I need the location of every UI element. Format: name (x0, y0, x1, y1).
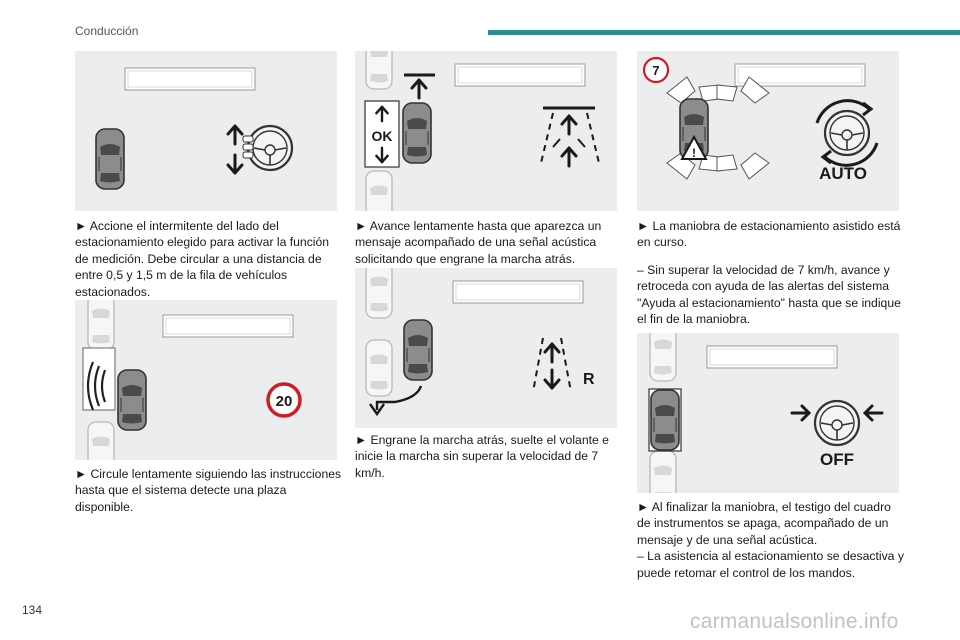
instruction-paragraph: ► Accione el intermitente del lado del estacionamiento elegido para activar la función de medición. Debe circular a una distancia de entre 0,5 y 1,5 m de la fila de vehículos estacionados. (75, 219, 330, 299)
figure-stop-forward (355, 51, 617, 211)
instruction-paragraph: – Sin superar la velocidad de 7 km/h, avance y retroceda con ayuda de las alertas del sistema "Ayuda al estacionamiento" hasta que se indique el fin de la maniobra. (637, 262, 901, 327)
ok-label: OK (371, 128, 393, 144)
figure-auto-maneuver (637, 51, 899, 211)
figure-maneuver-end (637, 333, 899, 493)
col3-text-2 (637, 499, 905, 592)
col1-text-1 (75, 218, 343, 311)
svg-text:!: ! (692, 146, 696, 160)
section-title: Conducción (75, 24, 139, 38)
off-label: OFF (820, 450, 854, 469)
col3-text-1 (637, 218, 905, 338)
speed-limit-value: 20 (275, 393, 293, 410)
col2-text-2 (355, 432, 623, 492)
figure-space-search (75, 300, 337, 460)
steering-wheel-icon (248, 126, 292, 170)
turn-signal-arrow-icon (228, 126, 242, 144)
instruction-paragraph: – La asistencia al estacionamiento se desactiva y puede retomar el control de los mandos. (637, 549, 904, 580)
page-number: 134 (22, 603, 43, 617)
instruction-paragraph: ► La maniobra de estacionamiento asistido está en curso. (637, 219, 901, 250)
figure-signal-activation (75, 51, 337, 211)
steering-wheel-icon (825, 111, 869, 155)
watermark: carmanualsonline.info (690, 610, 899, 633)
figure-reverse-gear (355, 268, 617, 428)
instruction-paragraph: ► Al finalizar la maniobra, el testigo del cuadro de instrumentos se apaga, acompañado de un mensaje y de una señal acústica. (637, 500, 891, 547)
col1-text-2 (75, 466, 343, 526)
instruction-paragraph: ► Circule lentamente siguiendo las instrucciones hasta que el sistema detecte una plaza disponible. (75, 467, 342, 514)
instruction-paragraph: ► Engrane la marcha atrás, suelte el volante e inicie la marcha sin superar la velocidad de 7 km/h. (355, 433, 609, 480)
instruction-paragraph: ► Avance lentamente hasta que aparezca un mensaje acompañado de una señal acústica solicitando que engrane la marcha atrás. (355, 219, 602, 266)
header-accent-bar (488, 30, 960, 35)
step-number: 7 (652, 63, 660, 78)
auto-label: AUTO (819, 164, 867, 183)
reverse-gear-label: R (583, 371, 595, 388)
steering-wheel-icon (815, 401, 859, 445)
